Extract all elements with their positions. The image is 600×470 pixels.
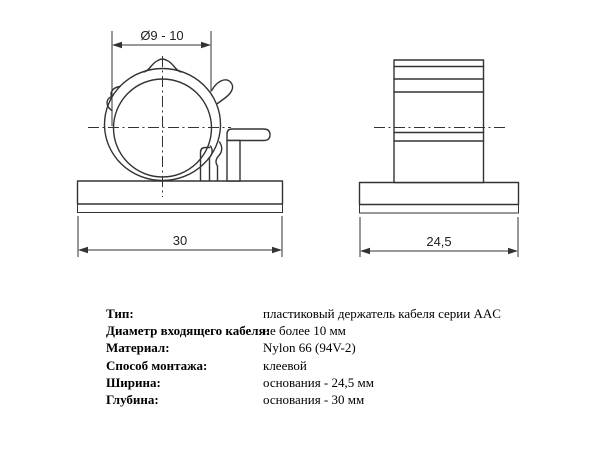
spec-value: основания - 30 мм: [263, 392, 365, 408]
spec-row-material: [106, 339, 501, 356]
spec-label: Тип:: [106, 306, 134, 321]
spec-value: пластиковый держатель кабеля серии AAC: [263, 306, 501, 321]
latch-tail-inner: [210, 146, 213, 181]
arrow-left-icon: [360, 248, 370, 254]
front-adhesive-strip: [78, 204, 283, 213]
spec-value: Nylon 66 (94V-2): [263, 340, 356, 356]
latch-tail-outer: [216, 142, 222, 181]
spec-value: клеевой: [263, 357, 307, 373]
spec-value: не более 10 мм: [263, 323, 346, 339]
latch-post: [227, 141, 240, 182]
arrow-right-icon: [508, 248, 518, 254]
spec-row-type: [106, 305, 501, 322]
spec-row-width: [106, 374, 501, 391]
latch-arm: [227, 129, 270, 141]
side-view: [360, 60, 519, 257]
spec-label: Способ монтажа:: [106, 357, 208, 373]
front-base-plate: [78, 181, 283, 204]
arrow-right-icon: [272, 247, 282, 253]
side-adhesive-strip: [360, 205, 519, 214]
spec-label: Диаметр входящего кабеля:: [106, 323, 270, 339]
spec-label: Материал:: [106, 340, 170, 356]
arrow-left-icon: [78, 247, 88, 253]
front-view: [78, 28, 283, 257]
spec-value: основания - 24,5 мм: [263, 374, 374, 390]
diameter-dimension-label: Ø9 - 10: [140, 28, 184, 43]
front-base-width-label: 30: [172, 233, 188, 248]
spec-label: Глубина:: [106, 392, 159, 408]
side-base-width-label: 24,5: [426, 234, 452, 249]
spec-row-depth: [106, 391, 501, 408]
specs-table: [106, 305, 501, 408]
arrow-left-icon: [112, 42, 122, 48]
spec-label: Ширина:: [106, 374, 161, 390]
arrow-right-icon: [201, 42, 211, 48]
spec-row-cable-diameter: [106, 322, 501, 339]
side-base-plate: [360, 183, 519, 205]
spec-row-mounting: [106, 357, 501, 374]
